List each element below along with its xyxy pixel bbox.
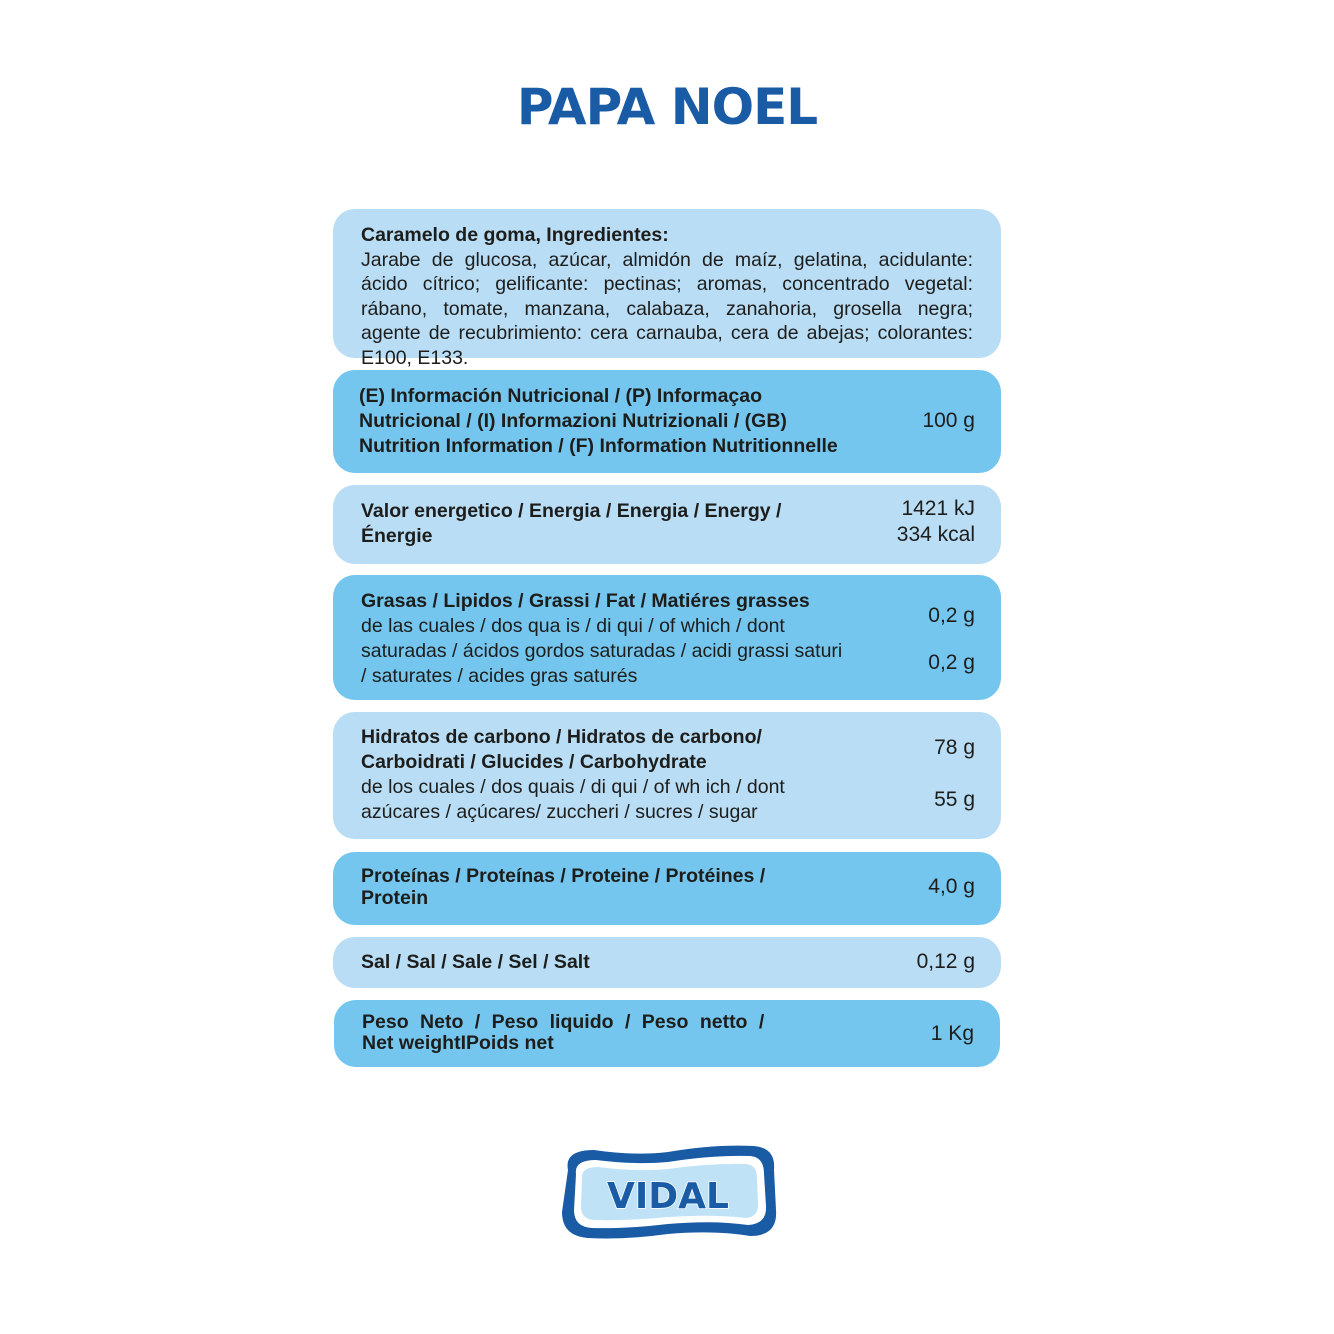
fat-value: 0,2 g (928, 604, 975, 627)
fat-subitem-line: saturadas / ácidos gordos saturadas / acidi grassi saturi (361, 640, 843, 662)
energy-panel (333, 485, 1001, 564)
vidal-logo (554, 1140, 782, 1244)
protein-panel (333, 852, 1001, 925)
energy-label-line: Énergie (361, 525, 433, 547)
energy-label-line: Valor energetico / Energia / Energia / Energy / (361, 500, 782, 522)
ingredients-heading: Caramelo de goma, Ingredientes: (361, 224, 669, 246)
fat-subitem-line: / saturates / acides gras saturés (361, 665, 638, 687)
ingredients-panel (333, 209, 1001, 369)
fat-subitem-line: de las cuales / dos qua is / di qui / of which / dont (361, 615, 785, 637)
net-weight-panel (334, 1000, 1000, 1067)
sugar-label-line: azúcares / açúcares/ zuccheri / sucres / sugar (361, 801, 758, 823)
net-weight-label-line: Peso Neto / Peso liquido / Peso netto / (362, 1011, 765, 1033)
fat-label (361, 589, 842, 689)
vidal-logo-wordmark: VIDAL (607, 1176, 729, 1217)
salt-label: Sal / Sal / Sale / Sel / Salt (361, 951, 590, 973)
net-weight-label-line: Net weightIPoids net (362, 1032, 554, 1054)
protein-label-line: Protein (361, 887, 429, 909)
protein-label (361, 865, 765, 909)
salt-panel (333, 937, 1001, 988)
nutrition-header-line: Nutrition Information / (F) Information Nutritionnelle (359, 435, 838, 457)
reference-quantity: 100 g (922, 409, 975, 432)
carbohydrate-label (361, 725, 785, 825)
nutrition-header-panel (333, 370, 1001, 473)
fat-panel (333, 575, 1001, 700)
nutrition-header-line: Nutricional / (I) Informazioni Nutrizionali / (GB) (359, 410, 787, 432)
energy-kcal-value: 334 kcal (896, 523, 975, 546)
sugar-value: 55 g (934, 788, 975, 811)
protein-label-line: Proteínas / Proteínas / Proteine / Protéines / (361, 865, 766, 887)
energy-value (897, 496, 975, 548)
carbohydrate-label-line: Carboidrati / Glucides / Carbohydrate (361, 751, 707, 773)
ingredients-text: Jarabe de glucosa, azúcar, almidón de maíz, gelatina, acidulante: ácido cítrico; gelificante: pectinas; aromas, concentrado vegetal: rábano, tomate, manzana, calabaza, zanahoria, grosella negra; agente de recubrimiento: cera carnauba, cera de abejas; colorantes: E100, E133. (361, 248, 973, 369)
energy-label (361, 499, 781, 549)
carbohydrate-label-line: Hidratos de carbono / Hidratos de carbono/ (361, 726, 762, 748)
net-weight-value: 1 Kg (930, 1022, 974, 1045)
energy-kj-value: 1421 kJ (901, 497, 975, 520)
fat-label-line: Grasas / Lipidos / Grassi / Fat / Matiéres grasses (361, 590, 810, 612)
nutrition-header-line: (E) Información Nutricional / (P) Informaçao (359, 385, 763, 407)
protein-value: 4,0 g (928, 875, 975, 898)
carbohydrate-panel (333, 712, 1001, 839)
saturated-fat-value: 0,2 g (928, 651, 975, 674)
salt-value: 0,12 g (916, 950, 975, 973)
carbohydrate-value: 78 g (934, 736, 975, 759)
nutrition-header-label (359, 384, 838, 459)
product-title: PAPA NOEL (516, 78, 818, 136)
net-weight-label (362, 1012, 764, 1054)
sugar-label-line: de los cuales / dos quais / di qui / of wh ich / dont (361, 776, 785, 798)
